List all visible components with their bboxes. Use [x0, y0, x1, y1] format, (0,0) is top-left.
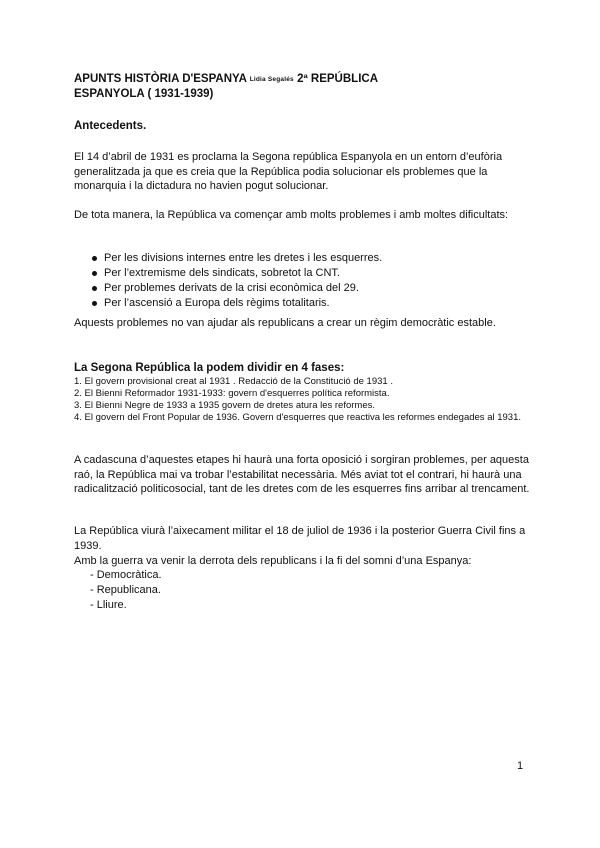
paragraph-1: El 14 d’abril de 1931 es proclama la Segona república Espanyola en un entorn d’eufòria generalitzada ja que es creia que la República podia solucionar els problemes que la monarquia i la dictadura no havien pogut solucionar. — [74, 151, 503, 192]
paragraph-4: A cadascuna d’aquestes etapes hi haurà una forta oposició i sorgiran problemes, per aquesta raó, la República mai va trobar l’estabilitat necessària. Més aviat tot el contrari, hi haurà una radicalització politicosocial, tant de les dretes com de les esquerres fins arribar al trencament. — [74, 454, 530, 495]
dash-list — [90, 568, 162, 613]
list-item: Per problemes derivats de la crisi econòmica del 29. — [90, 281, 382, 296]
paragraph-5: La República viurà l’aixecament militar el 18 de juliol de 1936 i la posterior Guerra Civil fins a 1939. — [74, 525, 526, 552]
header-title: APUNTS HISTÒRIA D'ESPANYA — [74, 73, 247, 85]
fases-list — [74, 376, 534, 424]
header-subtitle-2: ESPANYOLA ( 1931-1939) — [74, 88, 214, 100]
dash-item: - Republicana. — [90, 583, 162, 598]
header-author: Lidia Segalés — [249, 76, 294, 83]
dash-item: - Lliure. — [90, 598, 162, 613]
fase-item: 3. El Bienni Negre de 1933 a 1935 govern de dretes atura les reformes. — [74, 400, 376, 411]
section-heading-antecedents: Antecedents. — [74, 120, 147, 132]
paragraph-6: Amb la guerra va venir la derrota dels republicans i la fi del somni d’una Espanya: — [74, 555, 472, 567]
list-item: Per l’extremisme dels sindicats, sobretot la CNT. — [90, 266, 382, 281]
section-heading-fases: La Segona República la podem dividir en 4 fases: — [74, 362, 345, 374]
header-subtitle: 2ª REPÚBLICA — [297, 73, 378, 85]
list-item: Per les divisions internes entre les dretes i les esquerres. — [90, 251, 382, 266]
list-item: Per l’ascensió a Europa dels règims totalitaris. — [90, 296, 382, 311]
paragraph-2: De tota manera, la República va començar amb molts problemes i amb moltes dificultats: — [74, 209, 509, 221]
fase-item: 4. El govern del Front Popular de 1936. Govern d'esquerres que reactiva les reformes endegades al 1931. — [74, 412, 522, 423]
fase-item: 1. El govern provisional creat al 1931 . Redacció de la Constitució de 1931 . — [74, 376, 393, 387]
dash-item: - Democràtica. — [90, 568, 162, 583]
document-header — [74, 72, 534, 101]
paragraph-3: Aquests problemes no van ajudar als republicans a crear un règim democràtic estable. — [74, 317, 496, 329]
bullet-list — [90, 251, 382, 311]
page-number: 1 — [517, 760, 524, 772]
fase-item: 2. El Bienni Reformador 1931-1933: govern d'esquerres política reformista. — [74, 388, 390, 399]
